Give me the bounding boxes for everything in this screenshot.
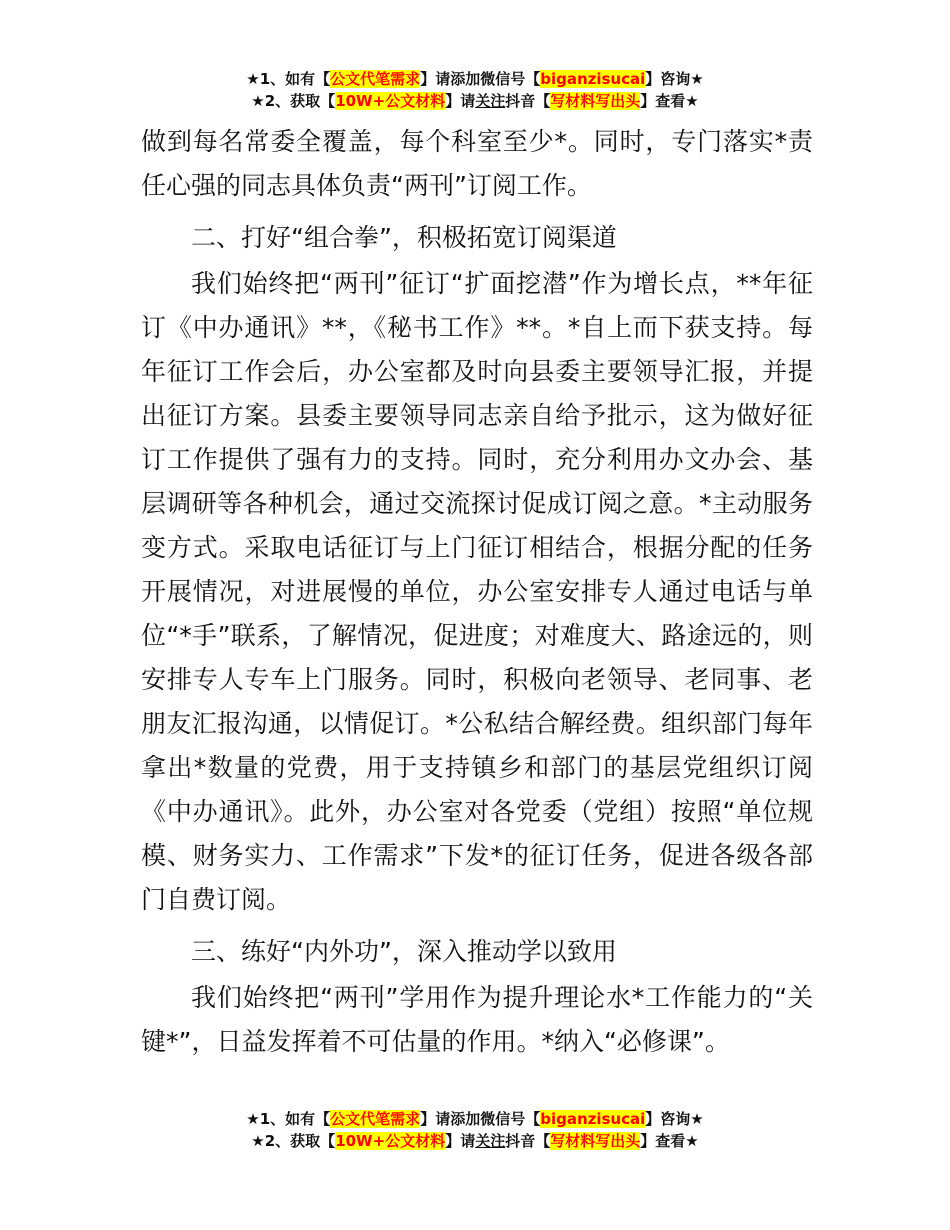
header-line-2-mid2: 抖音【 [505, 92, 551, 110]
footer-line-1-mid: 】请添加微信号【 [420, 1110, 541, 1128]
document-body [141, 120, 813, 1064]
footer-banner [0, 1108, 950, 1152]
header-follow-underlined: 关注 [475, 92, 506, 110]
header-line-2-mid1: 】请 [445, 92, 476, 110]
footer-wechat-id-highlight: biganzisucai [540, 1110, 646, 1128]
header-line-2 [0, 90, 950, 112]
header-line-1-prefix: ★1、如有【 [246, 70, 331, 88]
paragraph-continuation: 做到每名常委全覆盖，每个科室至少*。同时，专门落实*责任心强的同志具体负责“两刊”订阅工作。 [141, 127, 813, 200]
header-line-2-prefix: ★2、获取【 [251, 92, 336, 110]
footer-line-2-mid1: 】请 [445, 1132, 476, 1150]
section-heading-2: 二、打好“组合拳”，积极拓宽订阅渠道 [191, 223, 617, 252]
header-wechat-id-highlight: biganzisucai [540, 70, 646, 88]
footer-douyin-account-highlight: 写材料写出头 [550, 1132, 641, 1150]
header-line-1-suffix: 】咨询★ [645, 70, 704, 88]
footer-line-2-mid2: 抖音【 [505, 1132, 551, 1150]
header-line-2-suffix: 】查看★ [640, 92, 699, 110]
paragraph-section-3: 我们始终把“两刊”学用作为提升理论水*工作能力的“关键*”，日益发挥着不可估量的作用。*纳入“必修课”。 [141, 983, 813, 1056]
header-ghostwriting-highlight: 公文代笔需求 [330, 70, 421, 88]
footer-line-2-prefix: ★2、获取【 [251, 1132, 336, 1150]
header-line-1-mid: 】请添加微信号【 [420, 70, 541, 88]
footer-follow-underlined: 关注 [475, 1132, 506, 1150]
header-douyin-account-highlight: 写材料写出头 [550, 92, 641, 110]
footer-line-1-prefix: ★1、如有【 [246, 1110, 331, 1128]
footer-ghostwriting-highlight: 公文代笔需求 [330, 1110, 421, 1128]
header-banner [0, 68, 950, 112]
section-heading-3: 三、练好“内外功”，深入推动学以致用 [191, 937, 617, 966]
footer-line-1-suffix: 】咨询★ [645, 1110, 704, 1128]
footer-line-2 [0, 1130, 950, 1152]
footer-line-1 [0, 1108, 950, 1130]
footer-materials-highlight: 10W+公文材料 [335, 1132, 446, 1150]
paragraph-section-2: 我们始终把“两刊”征订“扩面挖潜”作为增长点，**年征订《中办通讯》**，《秘书工作》**。*自上而下获支持。每年征订工作会后，办公室都及时向县委主要领导汇报，并提出征订方案。县委主要领导同志亲自给予批示，这为做好征订工作提供了强有力的支持。同时，充分利用办文办会、基层调研等各种机会，通过交流探讨促成订阅之意。*主动服务变方式。采取电话征订与上门征订相结合，根据分配的任务开展情况，对进展慢的单位，办公室安排专人通过电话与单位“*手”联系，了解情况，促进度；对难度大、路途远的，则安排专人专车上门服务。同时，积极向老领导、老同事、老朋友汇报沟通，以情促订。*公私结合解经费。组织部门每年拿出*数量的党费，用于支持镇乡和部门的基层党组织订阅《中办通讯》。此外，办公室对各党委（党组）按照“单位规模、财务实力、工作需求”下发*的征订任务，促进各级各部门自费订阅。 [141, 269, 813, 914]
header-materials-highlight: 10W+公文材料 [335, 92, 446, 110]
footer-line-2-suffix: 】查看★ [640, 1132, 699, 1150]
header-line-1 [0, 68, 950, 90]
